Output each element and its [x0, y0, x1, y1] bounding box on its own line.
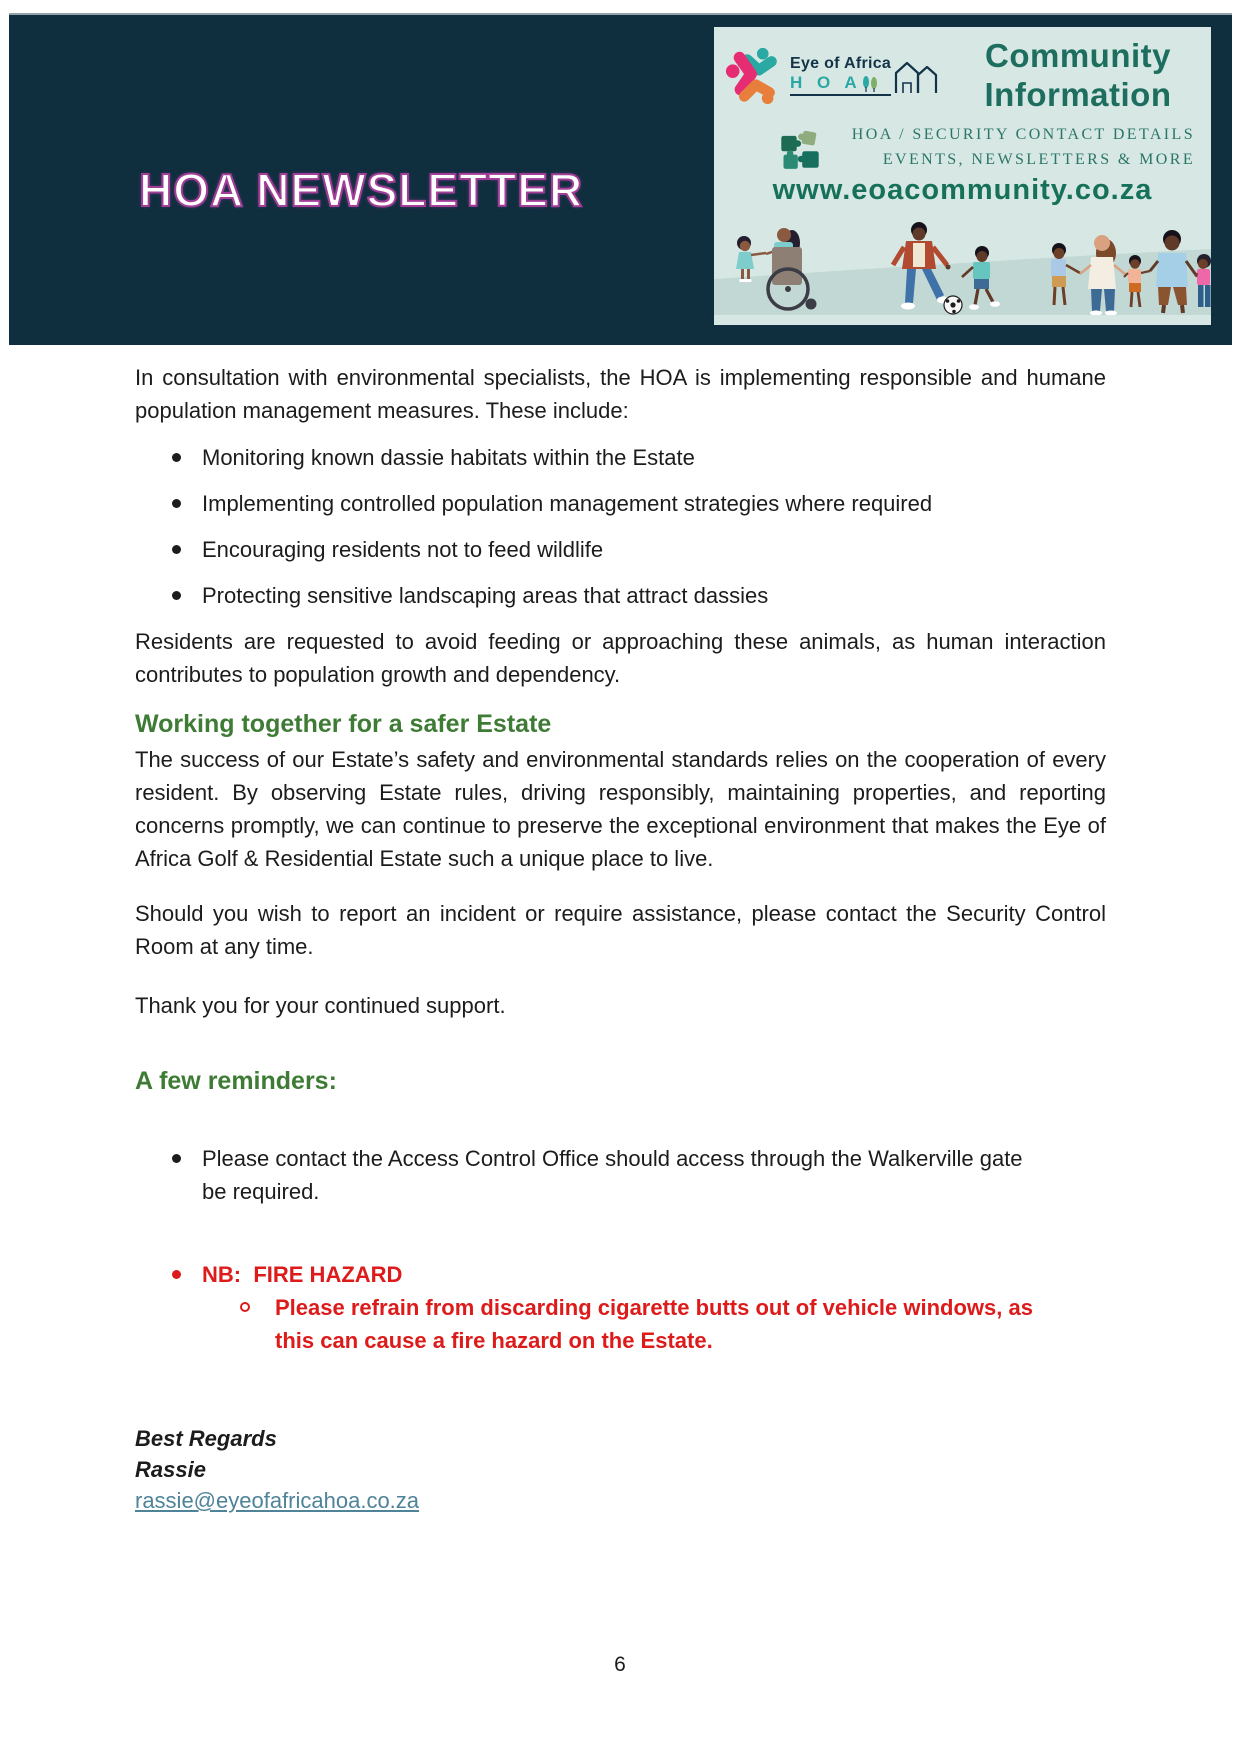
- banner-info-line1: HOA / SECURITY CONTACT DETAILS: [851, 125, 1195, 143]
- signature-block: [135, 1423, 1106, 1516]
- logo-hoa-row: [790, 73, 891, 96]
- intro-paragraph: In consultation with environmental specialists, the HOA is implementing responsible and humane population management measures. These include:: [135, 365, 1106, 423]
- bullet-icon: [172, 1154, 181, 1163]
- bullet-icon: [172, 545, 181, 554]
- fire-hazard-label: NB: FIRE HAZARD: [202, 1262, 403, 1287]
- eoa-hoa-logo: [724, 45, 959, 107]
- reminder-access-text: Please contact the Access Control Office should access through the Walkerville gate be required.: [202, 1146, 1023, 1204]
- reminder-fire-hazard-item: [135, 1258, 1040, 1291]
- banner-title-line2: Information: [984, 75, 1172, 113]
- list-item-text: Encouraging residents not to feed wildlife: [202, 537, 604, 562]
- tree-icon: [862, 75, 878, 93]
- list-item-text: Protecting sensitive landscaping areas that attract dassies: [202, 583, 769, 608]
- list-item: [135, 487, 1106, 520]
- community-info-banner: [714, 27, 1211, 325]
- bullet-icon: [172, 1270, 181, 1279]
- banner-title: [959, 37, 1197, 115]
- fire-hazard-detail-text: Please refrain from discarding cigarette butts out of vehicle windows, as this can cause a fire hazard on the Estate.: [275, 1295, 1033, 1353]
- list-item: [135, 441, 1106, 474]
- banner-top-row: [714, 27, 1211, 115]
- circle-bullet-icon: [240, 1302, 250, 1312]
- list-item-text: Implementing controlled population management strategies where required: [202, 491, 933, 516]
- banner-info-row: [714, 115, 1211, 173]
- thanks-paragraph: Thank you for your continued support.: [135, 993, 506, 1018]
- logo-hoa-text: H O A: [790, 73, 862, 93]
- email-link[interactable]: rassie@eyeofafricahoa.co.za: [135, 1488, 420, 1513]
- banner-website: www.eoacommunity.co.za: [772, 174, 1153, 207]
- reminder-access-item: [135, 1142, 1040, 1208]
- banner-info-line2: EVENTS, NEWSLETTERS & MORE: [882, 150, 1195, 168]
- puzzle-icon: [778, 126, 822, 170]
- banner-title-line1: Community: [985, 37, 1171, 74]
- banner-info-lines: [822, 123, 1195, 173]
- incident-note-paragraph: Should you wish to report an incident or require assistance, please contact the Security Control Room at any time.: [135, 901, 1106, 959]
- page-number: 6: [614, 1653, 626, 1676]
- document-body: [135, 345, 1106, 1516]
- logo-brand-text: Eye of Africa: [790, 55, 892, 73]
- bullet-icon: [172, 453, 181, 462]
- section-heading-safer-estate: Working together for a safer Estate: [135, 710, 552, 738]
- fire-hazard-detail-item: [135, 1291, 1040, 1357]
- page-title: HOA NEWSLETTER: [139, 164, 584, 216]
- house-icon: [893, 57, 939, 95]
- bullet-icon: [172, 591, 181, 600]
- list-item: [135, 533, 1106, 566]
- people-pinwheel-icon: [724, 45, 786, 107]
- logo-text: [790, 55, 891, 96]
- list-item: [135, 579, 1106, 612]
- community-people-illustration: [714, 209, 1211, 315]
- list-item-text: Monitoring known dassie habitats within the Estate: [202, 445, 695, 470]
- residents-note-paragraph: Residents are requested to avoid feeding or approaching these animals, as human interaction contributes to population growth and dependency.: [135, 629, 1106, 687]
- section-heading-reminders: A few reminders:: [135, 1067, 337, 1095]
- signature-name: Rassie: [135, 1457, 206, 1482]
- header-band: [9, 13, 1232, 345]
- bullet-icon: [172, 499, 181, 508]
- measures-list: [135, 441, 1106, 612]
- safer-estate-paragraph: The success of our Estate’s safety and environmental standards relies on the cooperation of every resident. By observing Estate rules, driving responsibly, maintaining properties, and reporting concerns promptly, we can continue to preserve the exceptional environment that makes the Eye of Africa Golf & Residential Estate such a unique place to live.: [135, 747, 1106, 871]
- signature-regards: Best Regards: [135, 1426, 277, 1451]
